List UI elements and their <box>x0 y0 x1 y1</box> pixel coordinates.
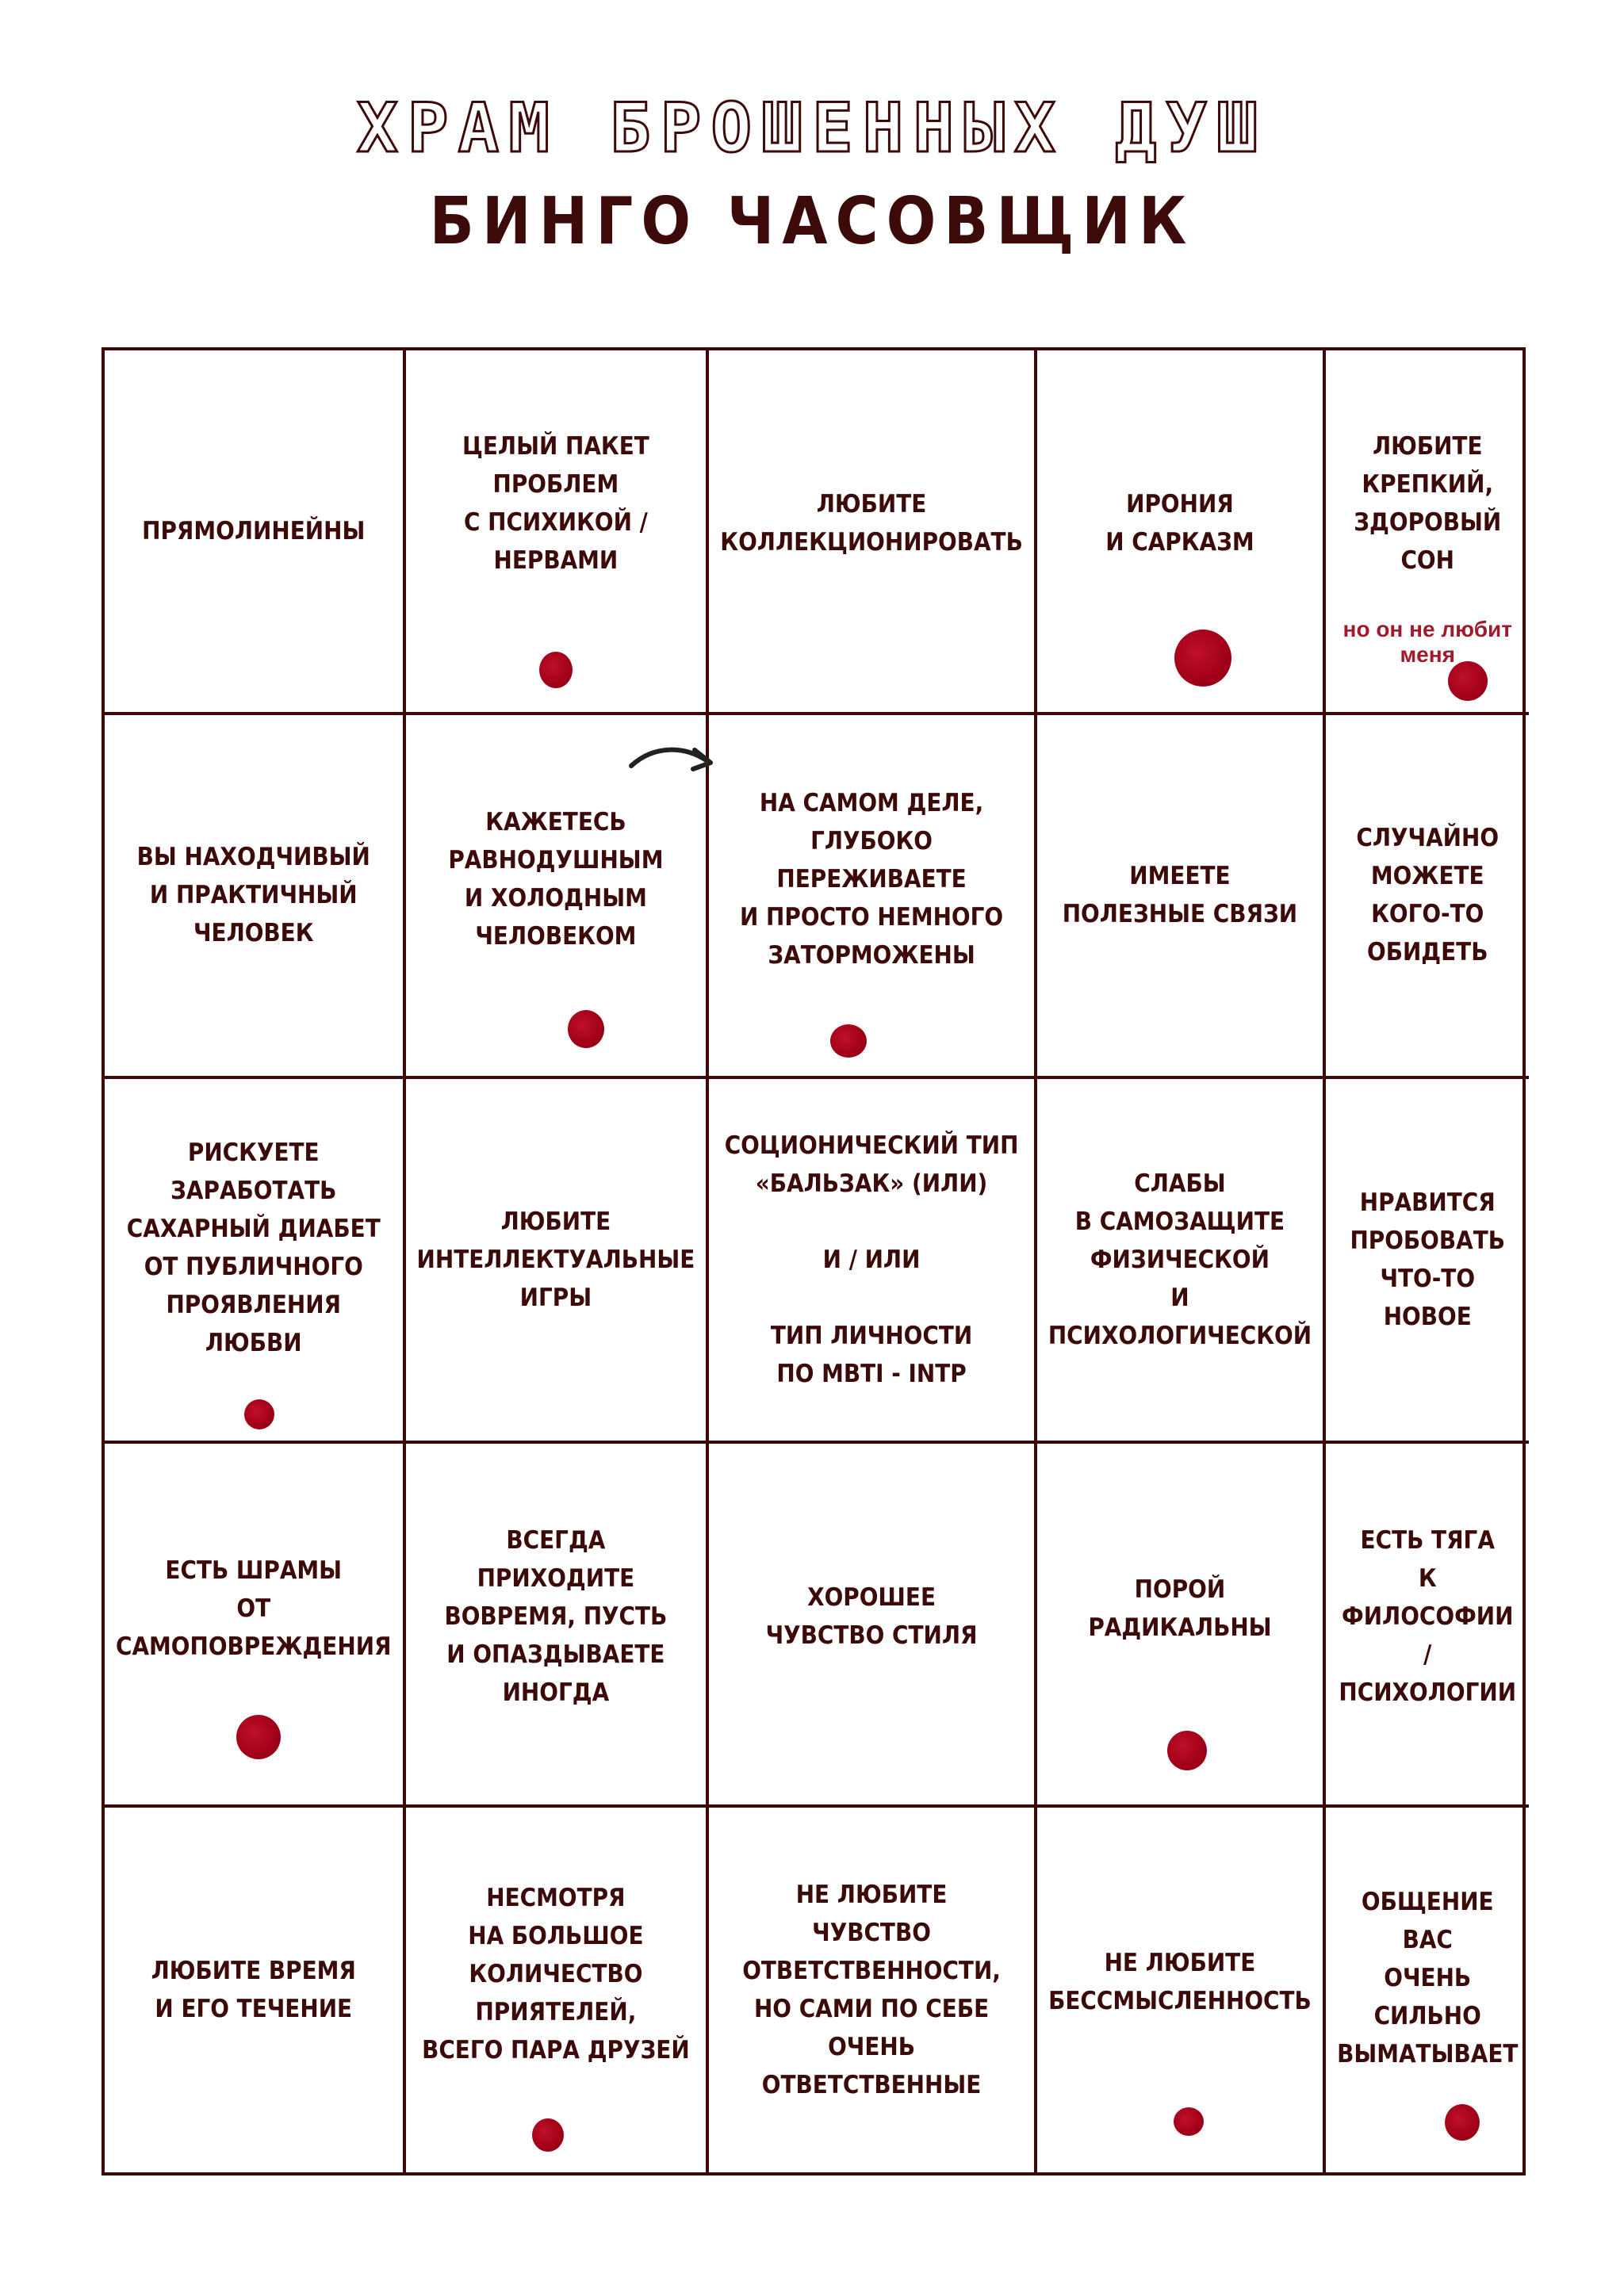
cell-text: ЛЮБИТЕ КРЕПКИЙ, ЗДОРОВЫЙ СОН <box>1354 431 1502 575</box>
cell-text: СЛУЧАЙНО МОЖЕТЕ КОГО-ТО ОБИДЕТЬ <box>1356 824 1500 967</box>
cell-text: КАЖЕТЕСЬ РАВНОДУШНЫМ И ХОЛОДНЫМ ЧЕЛОВЕКОМ <box>448 808 664 951</box>
bingo-cell[interactable] <box>1326 350 1529 715</box>
bingo-cell[interactable] <box>406 350 710 715</box>
mark-dot <box>1445 2104 1480 2141</box>
mark-dot <box>1448 661 1488 701</box>
cell-text: ЛЮБИТЕ ВРЕМЯ И ЕГО ТЕЧЕНИЕ <box>151 1957 356 2024</box>
cell-text: ЛЮБИТЕ ИНТЕЛЛЕКТУАЛЬНЫЕ ИГРЫ <box>416 1207 695 1312</box>
cell-text: ИМЕЕТЕ ПОЛЕЗНЫЕ СВЯЗИ <box>1062 862 1298 929</box>
bingo-cell[interactable] <box>1037 1079 1326 1444</box>
bingo-cell[interactable] <box>709 350 1037 715</box>
mark-dot <box>244 1399 274 1429</box>
cell-text: ХОРОШЕЕ ЧУВСТВО СТИЛЯ <box>765 1582 978 1650</box>
bingo-cell[interactable] <box>709 715 1037 1080</box>
cell-text: ИРОНИЯ И САРКАЗМ <box>1105 489 1254 557</box>
bingo-cell[interactable] <box>709 1808 1037 2172</box>
cell-text: НРАВИТСЯ ПРОБОВАТЬ ЧТО-ТО НОВОЕ <box>1350 1188 1506 1331</box>
cell-text: НА САМОМ ДЕЛЕ, ГЛУБОКО ПЕРЕЖИВАЕТЕ И ПРОСТО НЕМНОГО ЗАТОРМОЖЕНЫ <box>740 789 1004 970</box>
bingo-cell[interactable] <box>1326 1079 1529 1444</box>
cell-text: ЕСТЬ ТЯГА К ФИЛОСОФИИ / ПСИХОЛОГИИ <box>1339 1525 1517 1707</box>
handwritten-note: но он не любит меня <box>1342 617 1512 667</box>
bingo-cell[interactable] <box>105 1808 406 2172</box>
cell-text: ПОРОЙ РАДИКАЛЬНЫ <box>1088 1575 1272 1642</box>
bingo-cell[interactable] <box>1037 715 1326 1080</box>
cell-text: ЦЕЛЫЙ ПАКЕТ ПРОБЛЕМ С ПСИХИКОЙ / НЕРВАМИ <box>462 431 649 575</box>
cell-text: ВСЕГДА ПРИХОДИТЕ ВОВРЕМЯ, ПУСТЬ И ОПАЗДЫВАЕТЕ ИНОГДА <box>444 1525 668 1707</box>
bingo-cell[interactable] <box>709 1079 1037 1444</box>
page-subtitle: БИНГО ЧАСОВЩИК <box>429 184 1195 259</box>
page-title: ХРАМ БРОШЕННЫХ ДУШ <box>357 89 1267 168</box>
cell-text: РИСКУЕТЕ ЗАРАБОТАТЬ САХАРНЫЙ ДИАБЕТ ОТ ПУБЛИЧНОГО ПРОЯВЛЕНИЯ ЛЮБВИ <box>126 1138 381 1357</box>
cell-text: СЛАБЫ В САМОЗАЩИТЕ ФИЗИЧЕСКОЙ И ПСИХОЛОГИЧЕСКОЙ <box>1048 1169 1312 1350</box>
bingo-cell[interactable] <box>406 1079 710 1444</box>
mark-dot <box>830 1024 867 1058</box>
bingo-cell[interactable] <box>1326 1444 1529 1808</box>
bingo-cell[interactable] <box>1037 1444 1326 1808</box>
cell-text: ОБЩЕНИЕ ВАС ОЧЕНЬ СИЛЬНО ВЫМАТЫВАЕТ <box>1337 1888 1519 2069</box>
mark-dot <box>236 1715 281 1759</box>
bingo-cell[interactable] <box>709 1444 1037 1808</box>
cell-text: СОЦИОНИЧЕСКИЙ ТИП «БАЛЬЗАК» (ИЛИ) И / ИЛИ ТИП ЛИЧНОСТИ ПО MBTI - INTP <box>724 1131 1019 1388</box>
cell-text: НЕ ЛЮБИТЕ ЧУВСТВО ОТВЕТСТВЕННОСТИ, НО САМИ ПО СЕБЕ ОЧЕНЬ ОТВЕТСТВЕННЫЕ <box>742 1881 1001 2100</box>
bingo-grid <box>102 347 1526 2175</box>
cell-text: НЕ ЛЮБИТЕ БЕССМЫСЛЕННОСТЬ <box>1048 1949 1312 2016</box>
bingo-cell[interactable] <box>1037 350 1326 715</box>
bingo-cell[interactable] <box>105 1444 406 1808</box>
bingo-cell[interactable] <box>1326 1808 1529 2172</box>
mark-dot <box>1167 1731 1207 1770</box>
cell-text: НЕСМОТРЯ НА БОЛЬШОЕ КОЛИЧЕСТВО ПРИЯТЕЛЕЙ, ВСЕГО ПАРА ДРУЗЕЙ <box>422 1884 690 2065</box>
mark-dot <box>1174 2107 1204 2136</box>
bingo-cell[interactable] <box>105 350 406 715</box>
arrow-right-icon <box>626 737 722 785</box>
cell-text: ПРЯМОЛИНЕЙНЫ <box>142 516 366 545</box>
mark-dot <box>568 1010 604 1048</box>
bingo-cell[interactable] <box>105 715 406 1080</box>
bingo-cell[interactable] <box>406 1444 710 1808</box>
bingo-cell[interactable] <box>406 1808 710 2172</box>
bingo-cell[interactable] <box>1326 715 1529 1080</box>
cell-text: ВЫ НАХОДЧИВЫЙ И ПРАКТИЧНЫЙ ЧЕЛОВЕК <box>136 843 370 948</box>
bingo-cell[interactable] <box>1037 1808 1326 2172</box>
mark-dot <box>539 652 573 688</box>
mark-dot <box>532 2118 564 2152</box>
bingo-cell[interactable] <box>105 1079 406 1444</box>
cell-text: ЕСТЬ ШРАМЫ ОТ САМОПОВРЕЖДЕНИЯ <box>116 1556 392 1661</box>
cell-text: ЛЮБИТЕ КОЛЛЕКЦИОНИРОВАТЬ <box>720 489 1023 557</box>
mark-dot <box>1174 629 1231 687</box>
